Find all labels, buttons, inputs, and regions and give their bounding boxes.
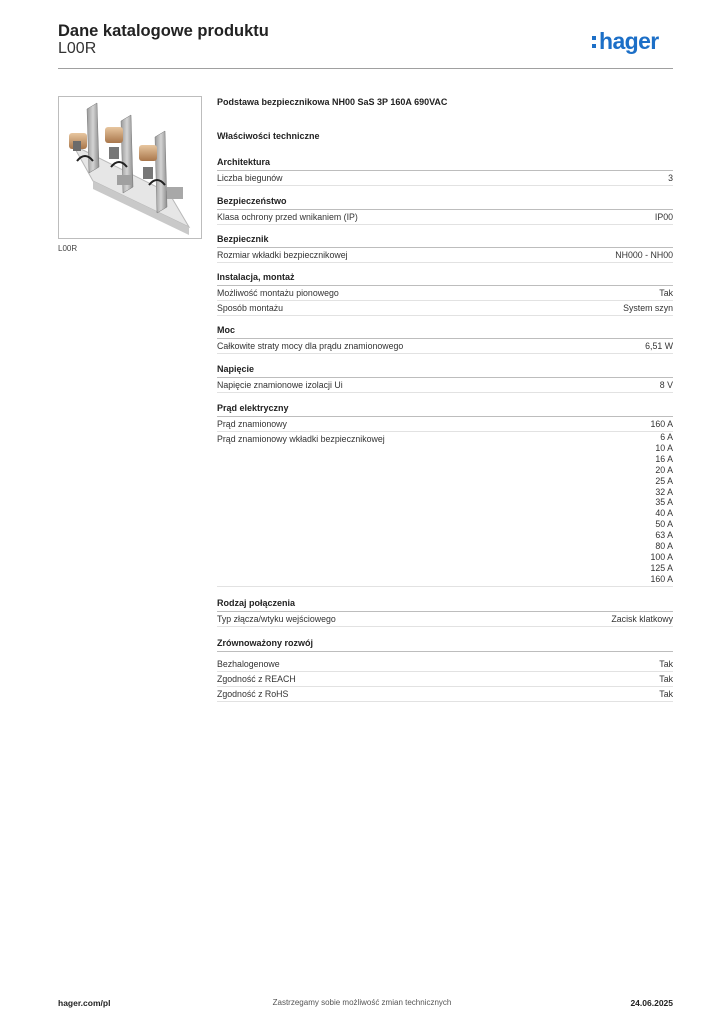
spec-value: 35 A (655, 497, 673, 508)
footer-website-link[interactable]: hager.com/pl (58, 998, 111, 1008)
spec-value-list (650, 432, 673, 585)
spec-row (217, 687, 673, 702)
spec-value: 10 A (655, 442, 673, 453)
spec-value: Tak (659, 674, 673, 684)
spec-value: 125 A (650, 562, 673, 573)
spec-value: System szyn (623, 303, 673, 313)
spec-value: 32 A (655, 486, 673, 497)
spec-value: 16 A (655, 453, 673, 464)
spec-label: Napięcie znamionowe izolacji Ui (217, 380, 343, 390)
spec-value: Tak (659, 689, 673, 699)
spec-row (217, 657, 673, 672)
hager-logo (592, 28, 674, 56)
spec-label: Liczba biegunów (217, 173, 283, 183)
spec-label: Klasa ochrony przed wnikaniem (IP) (217, 212, 358, 222)
footer-disclaimer: Zastrzegamy sobie możliwość zmian technicznych (272, 998, 452, 1007)
group-prad-elektryczny (217, 402, 673, 587)
spec-value: 6 A (660, 432, 673, 442)
section-title: Właściwości techniczne (217, 131, 320, 141)
spec-row (217, 417, 673, 432)
spec-row (217, 378, 673, 393)
spec-value: Zacisk klatkowy (611, 614, 673, 624)
spec-row (217, 672, 673, 687)
spec-row (217, 612, 673, 627)
spec-value: 8 V (659, 380, 673, 390)
spec-value: 25 A (655, 475, 673, 486)
spec-value: IP00 (654, 212, 673, 222)
group-title: Prąd elektryczny (217, 402, 673, 417)
spec-label: Prąd znamionowy (217, 419, 287, 429)
spec-value: 40 A (655, 508, 673, 519)
header-divider (58, 68, 673, 69)
spec-row (217, 301, 673, 316)
group-architektura (217, 156, 673, 186)
logo-dots-icon (592, 36, 597, 50)
spec-value: 20 A (655, 464, 673, 475)
spec-row (217, 248, 673, 263)
spec-row (217, 286, 673, 301)
spec-label: Rozmiar wkładki bezpiecznikowej (217, 250, 348, 260)
group-title: Bezpieczeństwo (217, 195, 673, 210)
group-bezpieczenstwo (217, 195, 673, 225)
spec-value: 50 A (655, 519, 673, 530)
spec-value: 80 A (655, 541, 673, 552)
group-instalacja (217, 271, 673, 316)
group-moc (217, 324, 673, 354)
spec-value: 160 A (650, 419, 673, 429)
group-title: Zrównoważony rozwój (217, 637, 673, 652)
group-title: Architektura (217, 156, 673, 171)
logo-text: hager (599, 28, 659, 54)
spec-value: Tak (659, 659, 673, 669)
group-title: Instalacja, montaż (217, 271, 673, 286)
spec-value: 63 A (655, 530, 673, 541)
group-title: Rodzaj połączenia (217, 597, 673, 612)
footer-date: 24.06.2025 (630, 998, 673, 1008)
spec-label: Prąd znamionowy wkładki bezpiecznikowej (217, 434, 385, 444)
spec-label: Całkowite straty mocy dla prądu znamionowego (217, 341, 404, 351)
product-code-subtitle: L00R (58, 40, 97, 57)
group-title: Bezpiecznik (217, 233, 673, 248)
spec-row (217, 210, 673, 225)
spec-row (217, 171, 673, 186)
spec-value: 3 (668, 173, 673, 183)
product-name: Podstawa bezpiecznikowa NH00 SaS 3P 160A 690VAC (217, 97, 448, 107)
group-napiecie (217, 363, 673, 393)
product-image (58, 96, 202, 239)
spec-value: NH000 - NH00 (615, 250, 673, 260)
spec-label: Zgodność z RoHS (217, 689, 289, 699)
spec-label: Typ złącza/wtyku wejściowego (217, 614, 336, 624)
spec-row (217, 339, 673, 354)
spec-value: 6,51 W (645, 341, 673, 351)
spec-row (217, 432, 673, 587)
group-zrownowazony-rozwoj (217, 637, 673, 702)
image-caption: L00R (58, 244, 78, 253)
spec-value: Tak (659, 288, 673, 298)
group-bezpiecznik (217, 233, 673, 263)
spec-value: 100 A (650, 551, 673, 562)
group-rodzaj-polaczenia (217, 597, 673, 627)
group-title: Moc (217, 324, 673, 339)
page-title: Dane katalogowe produktu (58, 22, 269, 40)
spec-label: Bezhalogenowe (217, 659, 280, 669)
spec-label: Sposób montażu (217, 303, 284, 313)
group-title: Napięcie (217, 363, 673, 378)
spec-value: 160 A (650, 573, 673, 584)
spec-label: Możliwość montażu pionowego (217, 288, 339, 298)
spec-label: Zgodność z REACH (217, 674, 296, 684)
